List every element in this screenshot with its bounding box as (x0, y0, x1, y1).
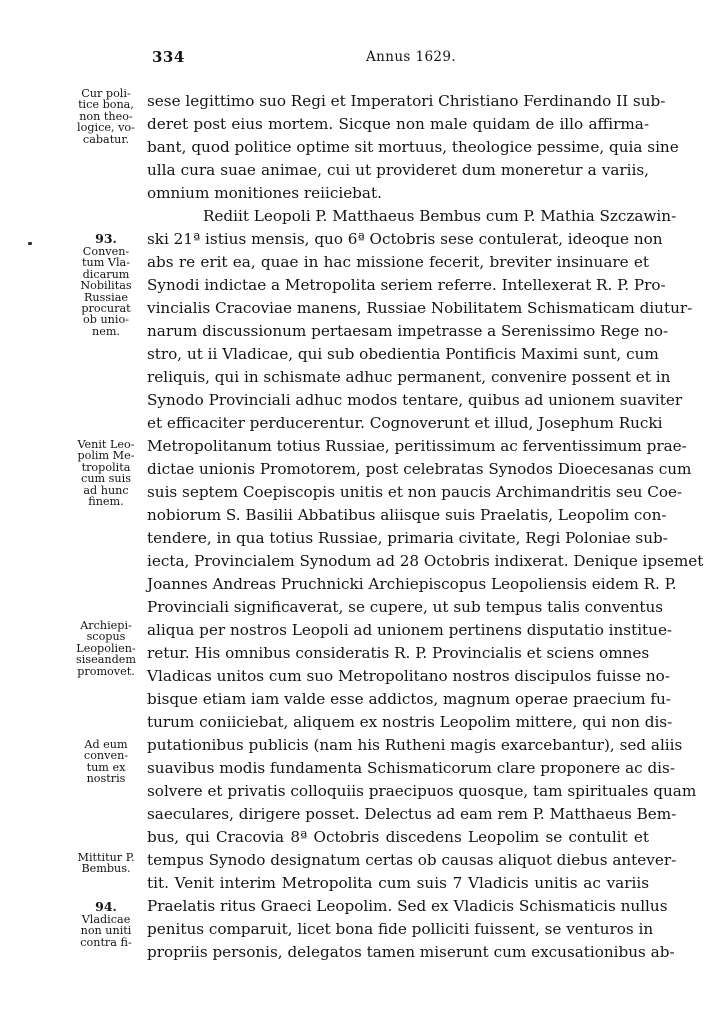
margin-note-line: finem. (88, 495, 124, 509)
text-line: tendere, in qua totius Russiae, primaria civitate, Regi Poloniae sub- (147, 529, 668, 547)
text-line: solvere et privatis colloquiis praecipuos quosque, tam spirituales quam (147, 782, 697, 800)
text-line: sese legittimo suo Regi et Imperatori Christiano Ferdinando II sub- (147, 92, 666, 110)
margin-note-line: Conven- (82, 245, 130, 258)
text-line: suis septem Coepiscopis unitis et non paucis Archimandritis seu Coe- (147, 483, 683, 501)
text-line: ski 21ª istius mensis, quo 6ª Octobris sese contulerat, ideoque non (147, 230, 663, 248)
text-line: putationibus publicis (nam his Rutheni magis exarcebantur), sed aliis (147, 736, 683, 754)
margin-note-line: nostris (86, 772, 126, 786)
margin-note-line: cum suis (81, 472, 131, 486)
margin-note-line: tum ex (86, 760, 126, 774)
margin-note-line: Mittitur P. (77, 851, 135, 864)
margin-note-line: procurat (81, 302, 131, 316)
section-number: 93. (95, 231, 117, 246)
margin-note-line: Russiae (84, 290, 128, 304)
text-line: Praelatis ritus Graeci Leopolim. Sed ex Vladicis Schismaticis nullus (147, 897, 668, 915)
margin-note-line: dicarum (82, 267, 130, 281)
margin-note-3 (66, 439, 146, 507)
margin-note-4 (66, 620, 146, 677)
margin-note-line: cabatur. (82, 132, 130, 146)
text-line: omnium monitiones reiiciebat. (147, 184, 382, 202)
margin-note-line: ad hunc (83, 483, 129, 497)
text-line: Synodi indictae a Metropolita seriem referre. Intellexerat R. P. Pro- (147, 276, 666, 294)
margin-note-line: ob unio- (83, 313, 129, 327)
section-number: 94. (95, 899, 117, 914)
margin-note-line: Leopolien- (76, 641, 136, 655)
margin-note-line: polim Me- (77, 449, 135, 463)
text-line: deret post eius mortem. Sicque non male quidam de illo affirma- (147, 115, 649, 133)
text-line: penitus comparuit, licet bona fide polliciti fuissent, se venturos in (147, 920, 654, 938)
text-line: saeculares, dirigere posset. Delectus ad eam rem P. Matthaeus Bem- (147, 805, 677, 823)
text-line: tempus Synodo designatum certas ob causas aliquot diebus antever- (147, 851, 677, 869)
margin-note-2 (66, 232, 146, 337)
text-line: narum discussionum pertaesam impetrasse a Serenissimo Rege no- (147, 322, 669, 340)
text-line: aliqua per nostros Leopoli ad unionem pertinens disputatio institue- (147, 621, 673, 639)
margin-note-5 (66, 739, 146, 785)
running-title: Annus 1629. (366, 49, 457, 65)
text-line: vincialis Cracoviae manens, Russiae Nobilitatem Schismaticam diutur- (147, 299, 693, 317)
margin-note-line: Venit Leo- (77, 438, 135, 451)
margin-note-line: conven- (83, 749, 129, 763)
margin-note-line: non theo- (79, 109, 133, 123)
margin-note-line: contra fi- (80, 935, 132, 949)
margin-note-7 (66, 900, 146, 948)
text-line: reliquis, qui in schismate adhuc permanent, convenire possent et in (147, 368, 671, 386)
margin-note-line: logice, vo- (77, 121, 135, 135)
text-line: bisque etiam iam valde esse addictos, magnum operae praecium fu- (147, 690, 671, 708)
margin-note-1 (66, 88, 146, 145)
text-line: Rediit Leopoli P. Matthaeus Bembus cum P. Mathia Szczawin- (203, 207, 677, 225)
margin-bullet-mark (28, 242, 32, 245)
margin-note-line: Vladicae (81, 913, 131, 926)
margin-note-line: Archiepi- (80, 619, 132, 632)
text-line: iecta, Provincialem Synodum ad 28 Octobris indixerat. Denique ipsemet (147, 552, 704, 570)
margin-note-line: Ad eum (84, 738, 128, 751)
text-line: abs re erit ea, quae in hac missione fecerit, breviter insinuare et (147, 253, 649, 271)
text-line: Joannes Andreas Pruchnicki Archiepiscopus Leopoliensis eidem R. P. (147, 575, 677, 593)
text-line: bus, qui Cracovia 8ª Octobris discedens Leopolim se contulit et (147, 828, 649, 846)
text-line: bant, quod politice optime sit mortuus, theologice pessime, quia sine (147, 138, 679, 156)
text-line: Vladicas unitos cum suo Metropolitano nostros discipulos fuisse no- (147, 667, 670, 685)
text-line: Synodo Provinciali adhuc modos tentare, quibus ad unionem suaviter (147, 391, 683, 409)
text-line: propriis personis, delegatos tamen miserunt cum excusationibus ab- (147, 943, 675, 961)
text-line: ulla cura suae animae, cui ut provideret dum moneretur a variis, (147, 161, 649, 179)
margin-note-line: tum Vla- (82, 256, 130, 270)
margin-note-line: siseandem (76, 653, 136, 667)
text-line: Provinciali significaverat, se cupere, ut sub tempus talis conventus (147, 598, 664, 616)
text-line: dictae unionis Promotorem, post celebratas Synodos Dioecesanas cum (147, 460, 692, 478)
margin-note-line: scopus (86, 630, 126, 644)
margin-note-line: promovet. (77, 664, 135, 678)
margin-note-line: tice bona, (78, 98, 134, 112)
text-line: tit. Venit interim Metropolita cum suis 7 Vladicis unitis ac variis (147, 874, 649, 892)
margin-note-line: non uniti (80, 924, 132, 938)
page-number: 334 (152, 48, 185, 66)
margin-note-line: Bembus. (81, 862, 131, 876)
text-line: turum coniiciebat, aliquem ex nostris Leopolim mittere, qui non dis- (147, 713, 673, 731)
margin-note-line: nem. (92, 324, 120, 338)
text-line: et efficaciter perducerentur. Cognoverunt et illud, Josephum Rucki (147, 414, 663, 432)
margin-note-line: Cur poli- (81, 87, 131, 100)
text-line: retur. His omnibus consideratis R. P. Provincialis et sciens omnes (147, 644, 650, 662)
margin-note-line: tropolita (81, 460, 131, 474)
margin-note-line: Nobilitas (80, 279, 132, 293)
text-line: nobiorum S. Basilii Abbatibus aliisque suis Praelatis, Leopolim con- (147, 506, 667, 524)
text-line: Metropolitanum totius Russiae, peritissimum ac ferventissimum prae- (147, 437, 687, 455)
text-line: stro, ut ii Vladicae, qui sub obedientia Pontificis Maximi sunt, cum (147, 345, 659, 363)
margin-note-6 (66, 852, 146, 875)
text-line: suavibus modis fundamenta Schismaticorum clare proponere ac dis- (147, 759, 675, 777)
